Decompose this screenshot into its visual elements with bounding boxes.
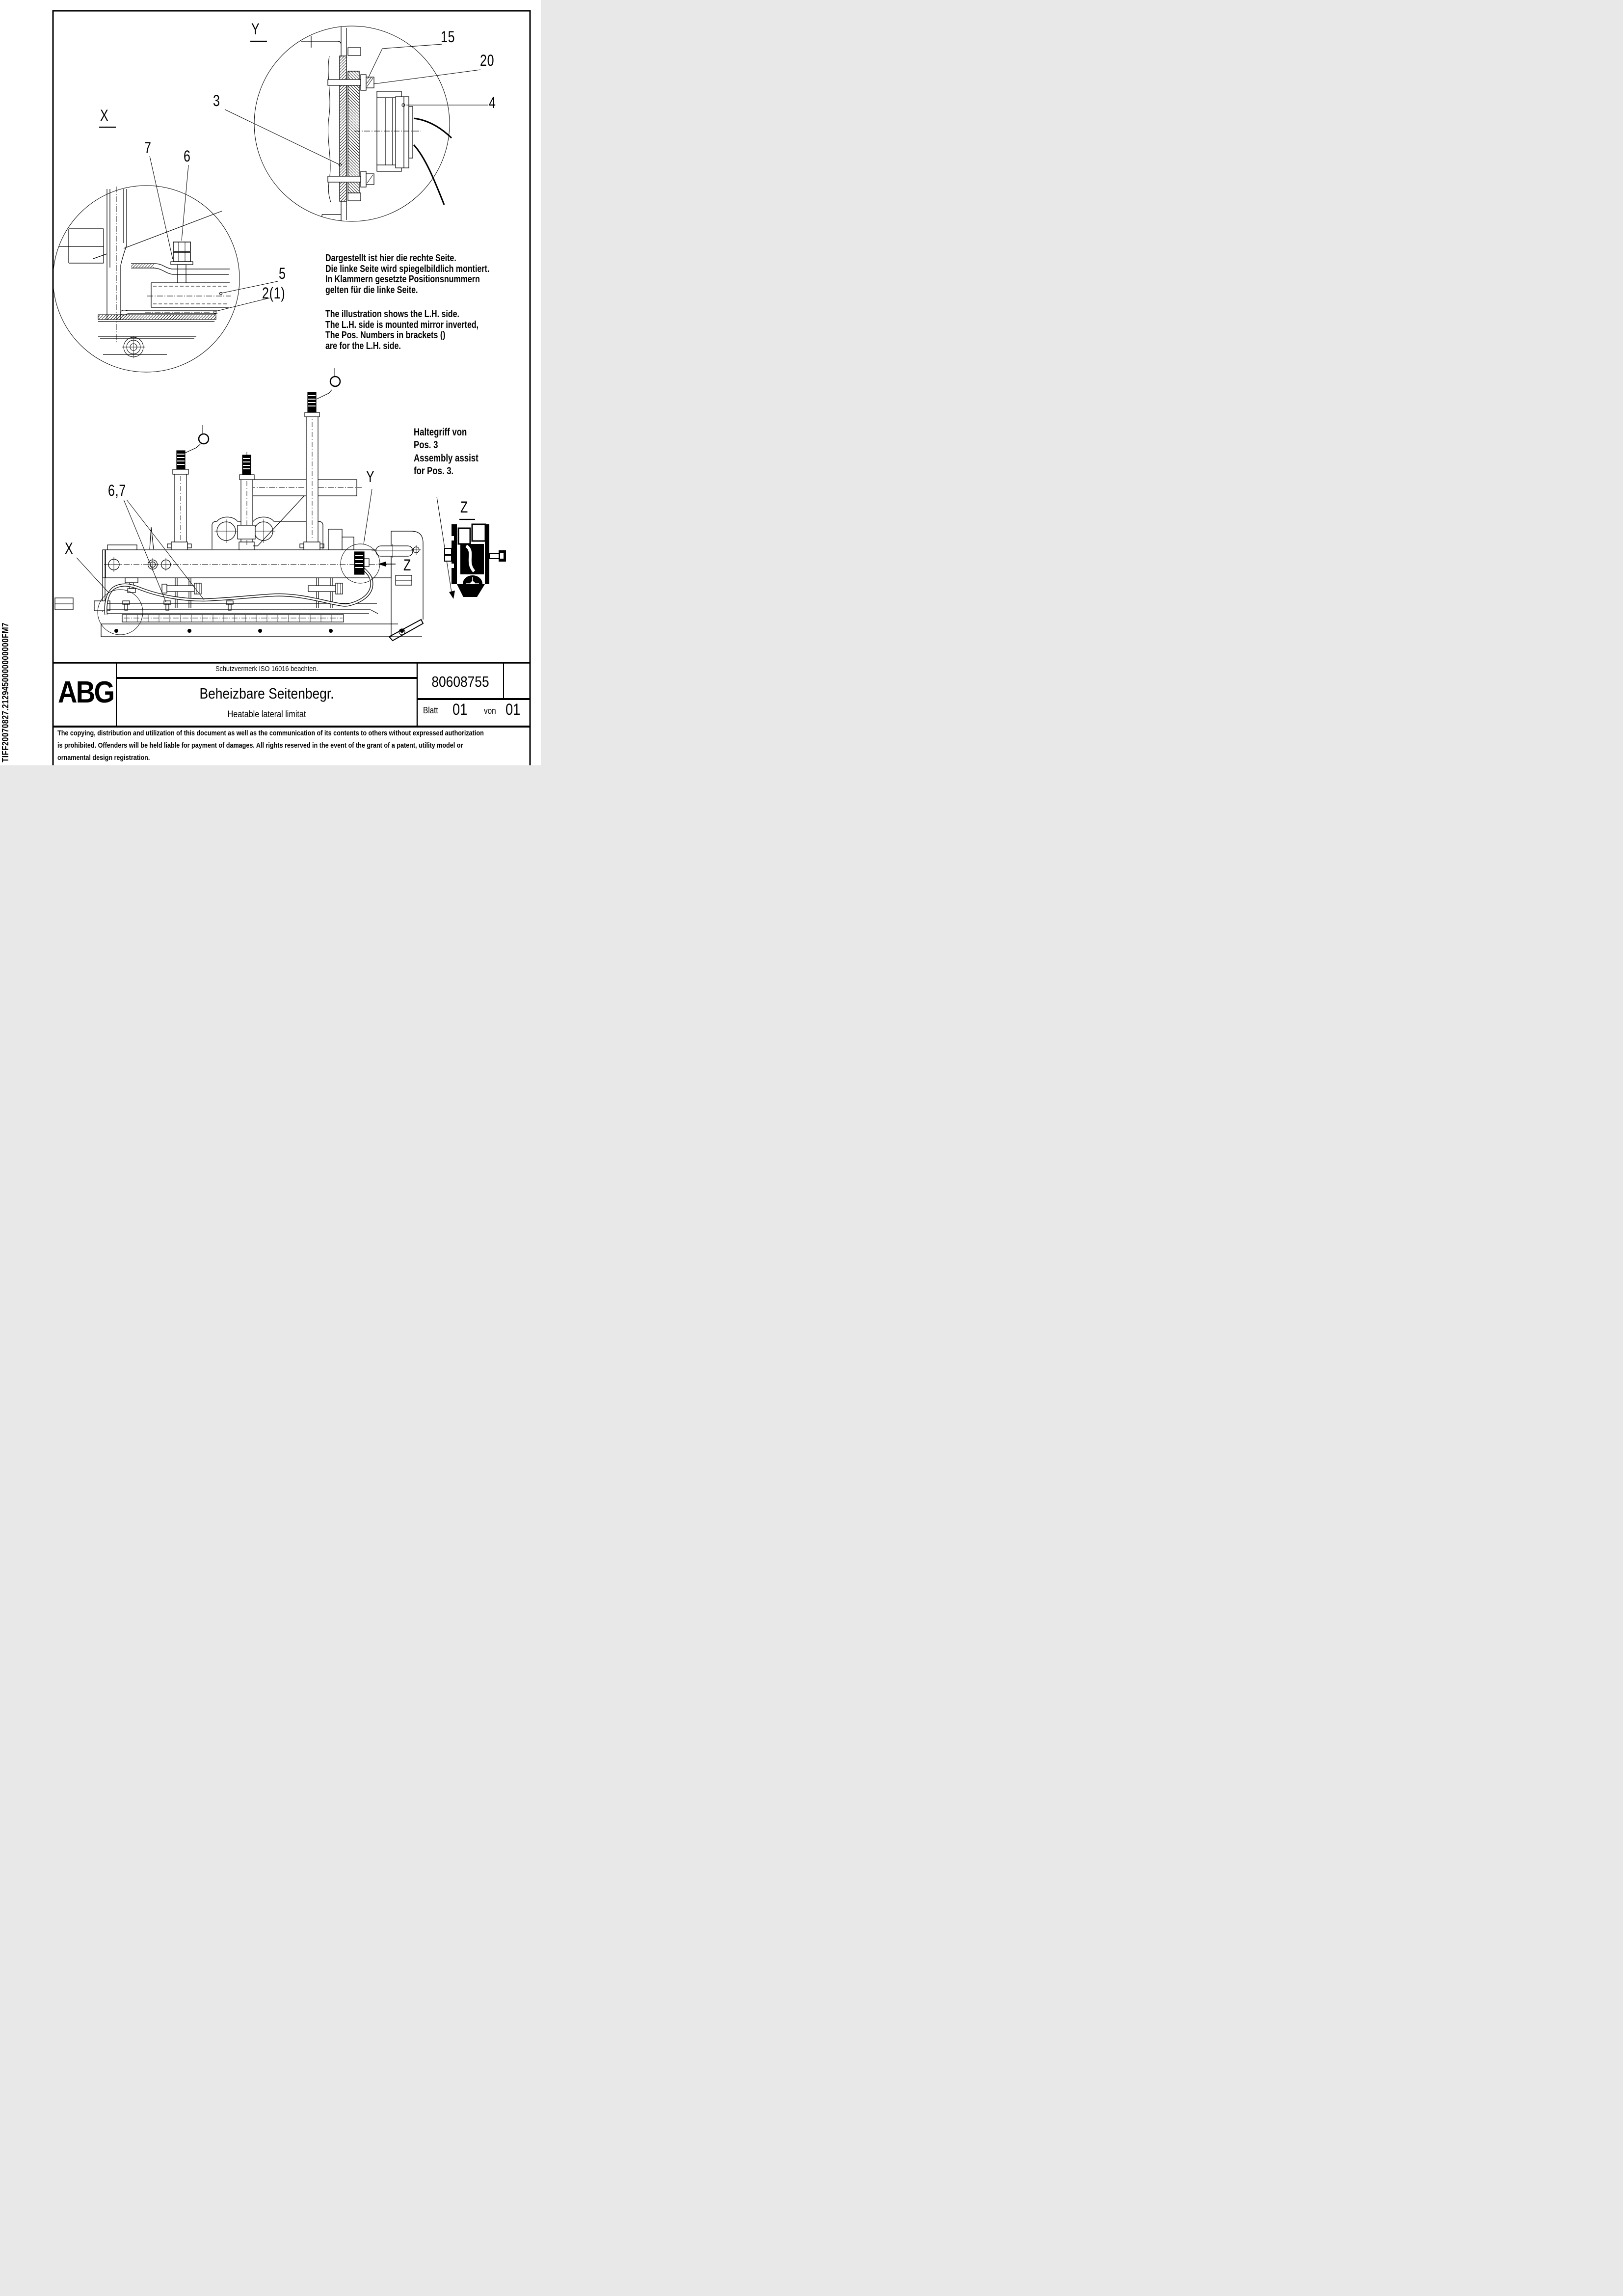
view-label-z: Z: [460, 498, 469, 516]
legal-line-3: ornamental design registration.: [57, 754, 150, 762]
note-german-line: Die linke Seite wird spiegelbildlich montiert.: [325, 263, 490, 274]
callout-15: 15: [441, 28, 455, 46]
callout-6: 6: [184, 147, 191, 165]
title-german: Beheizbare Seitenbegr.: [199, 685, 334, 702]
callout-20: 20: [480, 52, 495, 69]
doc-number: 80608755: [431, 673, 489, 690]
assist-line: Pos. 3: [414, 439, 438, 451]
callout-2-1: 2(1): [262, 284, 286, 302]
note-english-line: The L.H. side is mounted mirror inverted,: [325, 319, 479, 330]
abg-logo: ABG: [58, 675, 114, 709]
detail-y-drawing: [225, 26, 488, 221]
sheet-label: Blatt: [423, 705, 438, 715]
drawing-sheet: [0, 0, 541, 765]
note-english-line: are for the L.H. side.: [325, 340, 401, 351]
assembly-label-z: Z: [403, 556, 412, 574]
callout-3: 3: [213, 92, 220, 109]
assist-line: Haltegriff von: [414, 427, 467, 438]
legal-line-2: is prohibited. Offenders will be held liable for payment of damages. All rights reserved in the event of the grant of a patent, utility model or: [57, 741, 463, 750]
assembly-label-x: X: [65, 540, 74, 557]
sheet-frame: [53, 11, 530, 765]
assembly-drawing: [55, 368, 423, 641]
note-english: [325, 309, 479, 351]
note-german: [325, 253, 489, 296]
callout-6-7: 6,7: [108, 482, 127, 499]
title-english: Heatable lateral limitat: [227, 709, 306, 720]
margin-file-label: TIFF20070827.2129450000000000FM7: [0, 622, 10, 762]
note-german-line: Dargestellt ist hier die rechte Seite.: [325, 253, 456, 264]
view-label-x: X: [100, 107, 109, 124]
note-german-line: In Klammern gesetzte Positionsnummern: [325, 274, 480, 285]
protection-note: Schutzvermerk ISO 16016 beachten.: [215, 665, 319, 673]
note-english-line: The illustration shows the L.H. side.: [325, 309, 459, 320]
note-german-line: gelten für die linke Seite.: [325, 284, 418, 296]
detail-z-drawing: [437, 497, 506, 599]
of-label: von: [484, 706, 496, 716]
assist-line: for Pos. 3.: [414, 465, 454, 477]
assist-line: Assembly assist: [414, 452, 479, 464]
detail-x-drawing: [53, 127, 278, 372]
callout-4: 4: [489, 94, 496, 111]
sheet-number: 01: [452, 701, 468, 718]
assembly-label-y: Y: [366, 468, 375, 486]
note-english-line: The Pos. Numbers in brackets (): [325, 330, 446, 341]
note-assembly-assist: [414, 426, 479, 478]
sheet-total: 01: [506, 701, 521, 718]
drawing-canvas: [0, 0, 541, 765]
callout-7: 7: [144, 139, 152, 157]
legal-line-1: The copying, distribution and utilization of this document as well as the communication of its contents to others without expressed authorization: [57, 729, 484, 737]
view-label-y: Y: [251, 20, 260, 38]
callout-5: 5: [279, 265, 286, 282]
